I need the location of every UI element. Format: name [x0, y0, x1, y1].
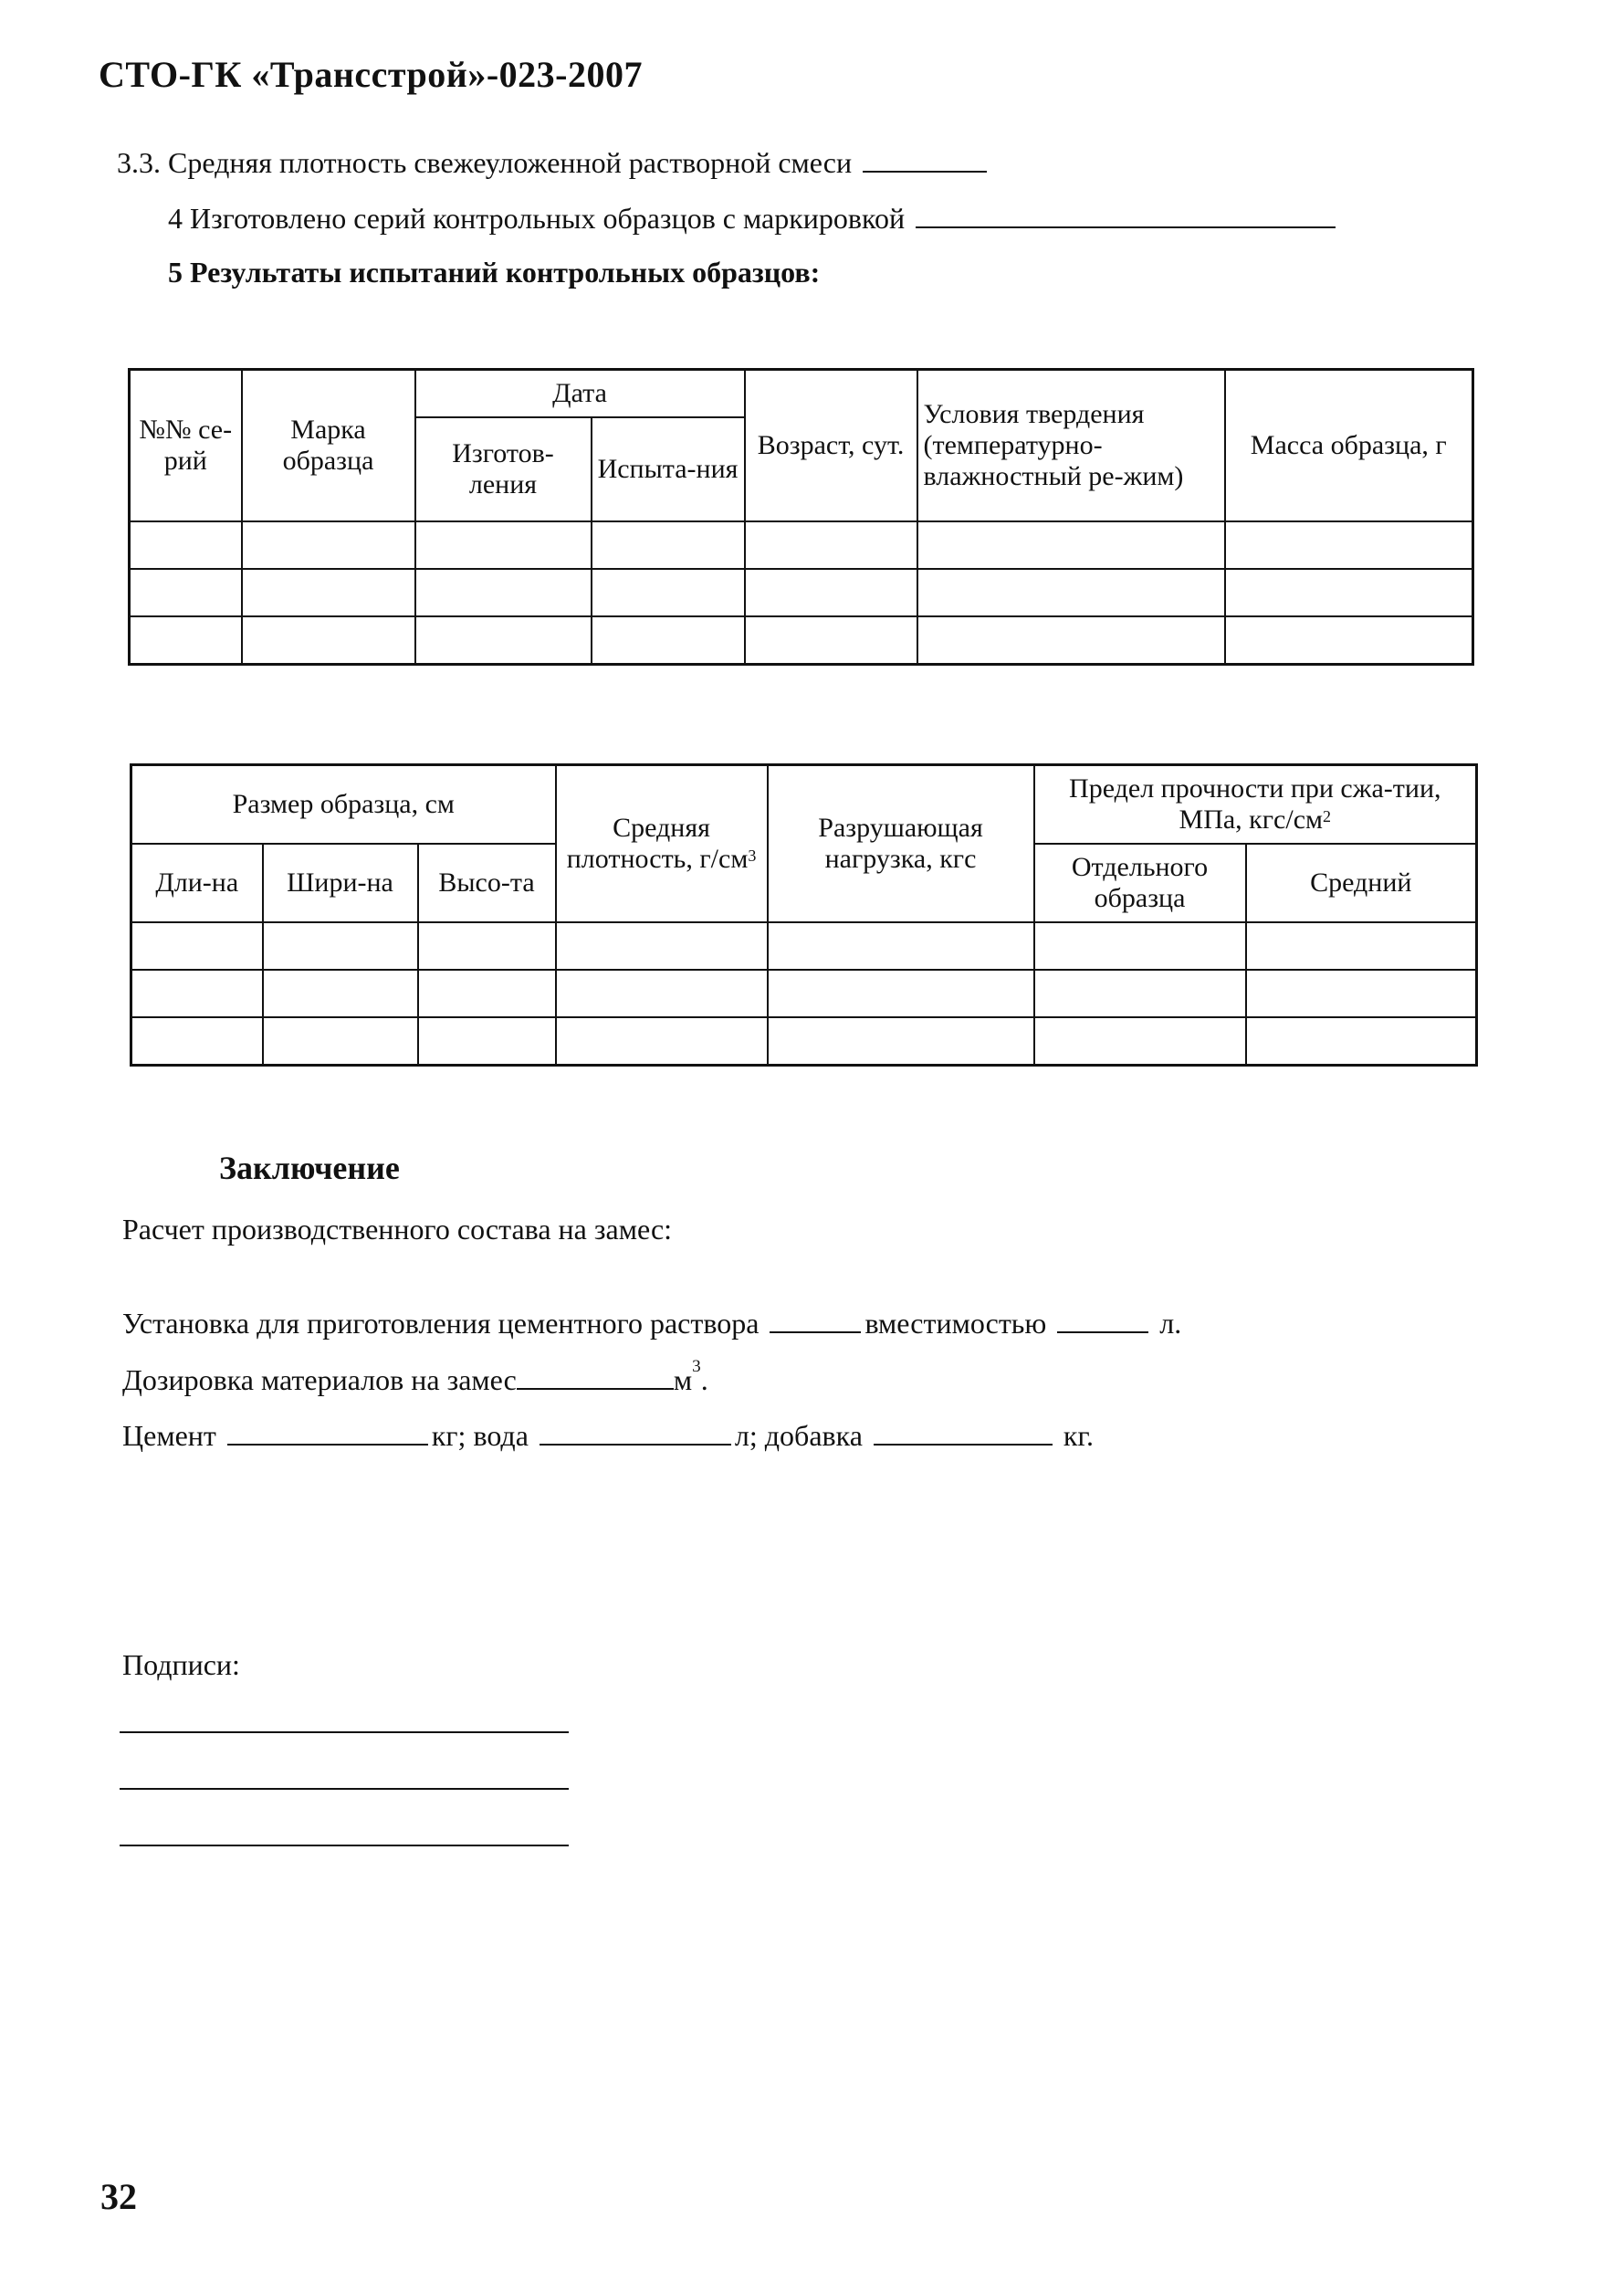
additive-blank[interactable] [874, 1416, 1053, 1446]
density-blank[interactable] [863, 143, 987, 173]
table-cell[interactable] [1225, 569, 1473, 616]
table-cell[interactable] [556, 922, 768, 970]
table-cell[interactable] [917, 569, 1225, 616]
plant-blank[interactable] [770, 1304, 861, 1333]
table-cell[interactable] [130, 521, 242, 569]
table-cell[interactable] [1034, 1017, 1246, 1066]
header-strength-text: Предел прочности при сжа-тии, МПа, кгс/см [1069, 773, 1441, 835]
materials-line [122, 1416, 1094, 1453]
results-table-1 [128, 368, 1474, 666]
header-mass: Масса образца, г [1225, 370, 1473, 521]
signature-line-2[interactable] [120, 1788, 569, 1790]
table-cell[interactable] [592, 569, 745, 616]
table-cell[interactable] [768, 970, 1034, 1017]
m-sup: 3 [692, 1357, 701, 1376]
table-cell[interactable] [242, 616, 415, 665]
header-height: Высо-та [418, 844, 556, 922]
table-cell[interactable] [556, 1017, 768, 1066]
calc-label: Расчет производственного состава на замес: [122, 1213, 673, 1246]
header-individual: Отдельного образца [1034, 844, 1246, 922]
density-line [117, 143, 990, 180]
table-row [130, 521, 1473, 569]
dosage-blank[interactable] [517, 1361, 674, 1390]
table-cell[interactable] [131, 1017, 263, 1066]
table-cell[interactable] [263, 970, 418, 1017]
liter-unit: л. [1159, 1307, 1182, 1340]
header-width: Шири-на [263, 844, 418, 922]
table-cell[interactable] [1225, 521, 1473, 569]
table-cell[interactable] [1246, 1017, 1477, 1066]
series-line [168, 199, 1339, 236]
header-length: Дли-на [131, 844, 263, 922]
m-unit: м [673, 1363, 693, 1396]
table-cell[interactable] [745, 616, 917, 665]
table-cell[interactable] [131, 970, 263, 1017]
table-cell[interactable] [592, 616, 745, 665]
table-cell[interactable] [1246, 922, 1477, 970]
table-cell[interactable] [418, 922, 556, 970]
additive-label: добавка [764, 1419, 863, 1452]
header-strength [1034, 765, 1477, 844]
table-cell[interactable] [592, 521, 745, 569]
cement-label: Цемент [122, 1419, 216, 1452]
header-date-tested: Испыта-ния [592, 417, 745, 521]
header-series: №№ се-рий [130, 370, 242, 521]
table-cell[interactable] [917, 521, 1225, 569]
signature-line-3[interactable] [120, 1845, 569, 1846]
header-density-text: Средняя плотность, г/см [566, 812, 749, 874]
series-label: 4 Изготовлено серий контрольных образцов с маркировкой [168, 202, 906, 235]
table-cell[interactable] [768, 922, 1034, 970]
table-cell[interactable] [131, 922, 263, 970]
header-age: Возраст, сут. [745, 370, 917, 521]
plant-label: Установка для приготовления цементного раствора [122, 1307, 760, 1340]
table-cell[interactable] [242, 569, 415, 616]
series-blank[interactable] [916, 199, 1336, 228]
header-date-made: Изготов-ления [415, 417, 592, 521]
table-cell[interactable] [415, 521, 592, 569]
kg-unit-end: кг. [1063, 1419, 1094, 1452]
signature-line-1[interactable] [120, 1731, 569, 1733]
table-cell[interactable] [418, 970, 556, 1017]
table-cell[interactable] [1034, 970, 1246, 1017]
cement-blank[interactable] [227, 1416, 428, 1446]
header-conditions: Условия твердения (температурно-влажностный ре-жим) [917, 370, 1225, 521]
results-heading: 5 Результаты испытаний контрольных образцов: [168, 256, 821, 289]
conclusion-heading: Заключение [219, 1150, 400, 1186]
l-unit: л; [734, 1419, 758, 1452]
water-blank[interactable] [540, 1416, 731, 1446]
header-strength-sup: 2 [1323, 806, 1332, 825]
table-cell[interactable] [415, 616, 592, 665]
table-cell[interactable] [917, 616, 1225, 665]
table-cell[interactable] [556, 970, 768, 1017]
table-row [130, 616, 1473, 665]
header-density-sup: 3 [748, 846, 757, 865]
density-label: 3.3. Средняя плотность свежеуложенной растворной смеси [117, 146, 853, 179]
dosage-line [122, 1357, 708, 1397]
table-row [131, 970, 1477, 1017]
plant-line [122, 1304, 1181, 1341]
table-cell[interactable] [130, 616, 242, 665]
header-size: Размер образца, см [131, 765, 556, 844]
results-table-2 [130, 763, 1478, 1067]
kg-unit: кг; [431, 1419, 466, 1452]
table-cell[interactable] [242, 521, 415, 569]
table-cell[interactable] [1034, 922, 1246, 970]
table-row [131, 922, 1477, 970]
table-cell[interactable] [263, 922, 418, 970]
header-density [556, 765, 768, 922]
header-date: Дата [415, 370, 745, 417]
header-average: Средний [1246, 844, 1477, 922]
water-label: вода [473, 1419, 529, 1452]
table-cell[interactable] [1225, 616, 1473, 665]
table-row [131, 1017, 1477, 1066]
dosage-label: Дозировка материалов на замес [122, 1363, 517, 1396]
table-cell[interactable] [418, 1017, 556, 1066]
table-cell[interactable] [768, 1017, 1034, 1066]
table-cell[interactable] [415, 569, 592, 616]
header-load: Разрушающая нагрузка, кгс [768, 765, 1034, 922]
m-dot: . [700, 1363, 708, 1396]
table-row [130, 569, 1473, 616]
capacity-blank[interactable] [1057, 1304, 1148, 1333]
capacity-label: вместимостью [864, 1307, 1047, 1340]
signatures-label: Подписи: [122, 1648, 240, 1681]
table-cell[interactable] [745, 521, 917, 569]
document-code: СТО-ГК «Трансстрой»-023-2007 [99, 54, 643, 95]
table-cell[interactable] [130, 569, 242, 616]
page-number: 32 [100, 2176, 137, 2217]
table-cell[interactable] [1246, 970, 1477, 1017]
table-cell[interactable] [745, 569, 917, 616]
header-mark: Марка образца [242, 370, 415, 521]
table-cell[interactable] [263, 1017, 418, 1066]
